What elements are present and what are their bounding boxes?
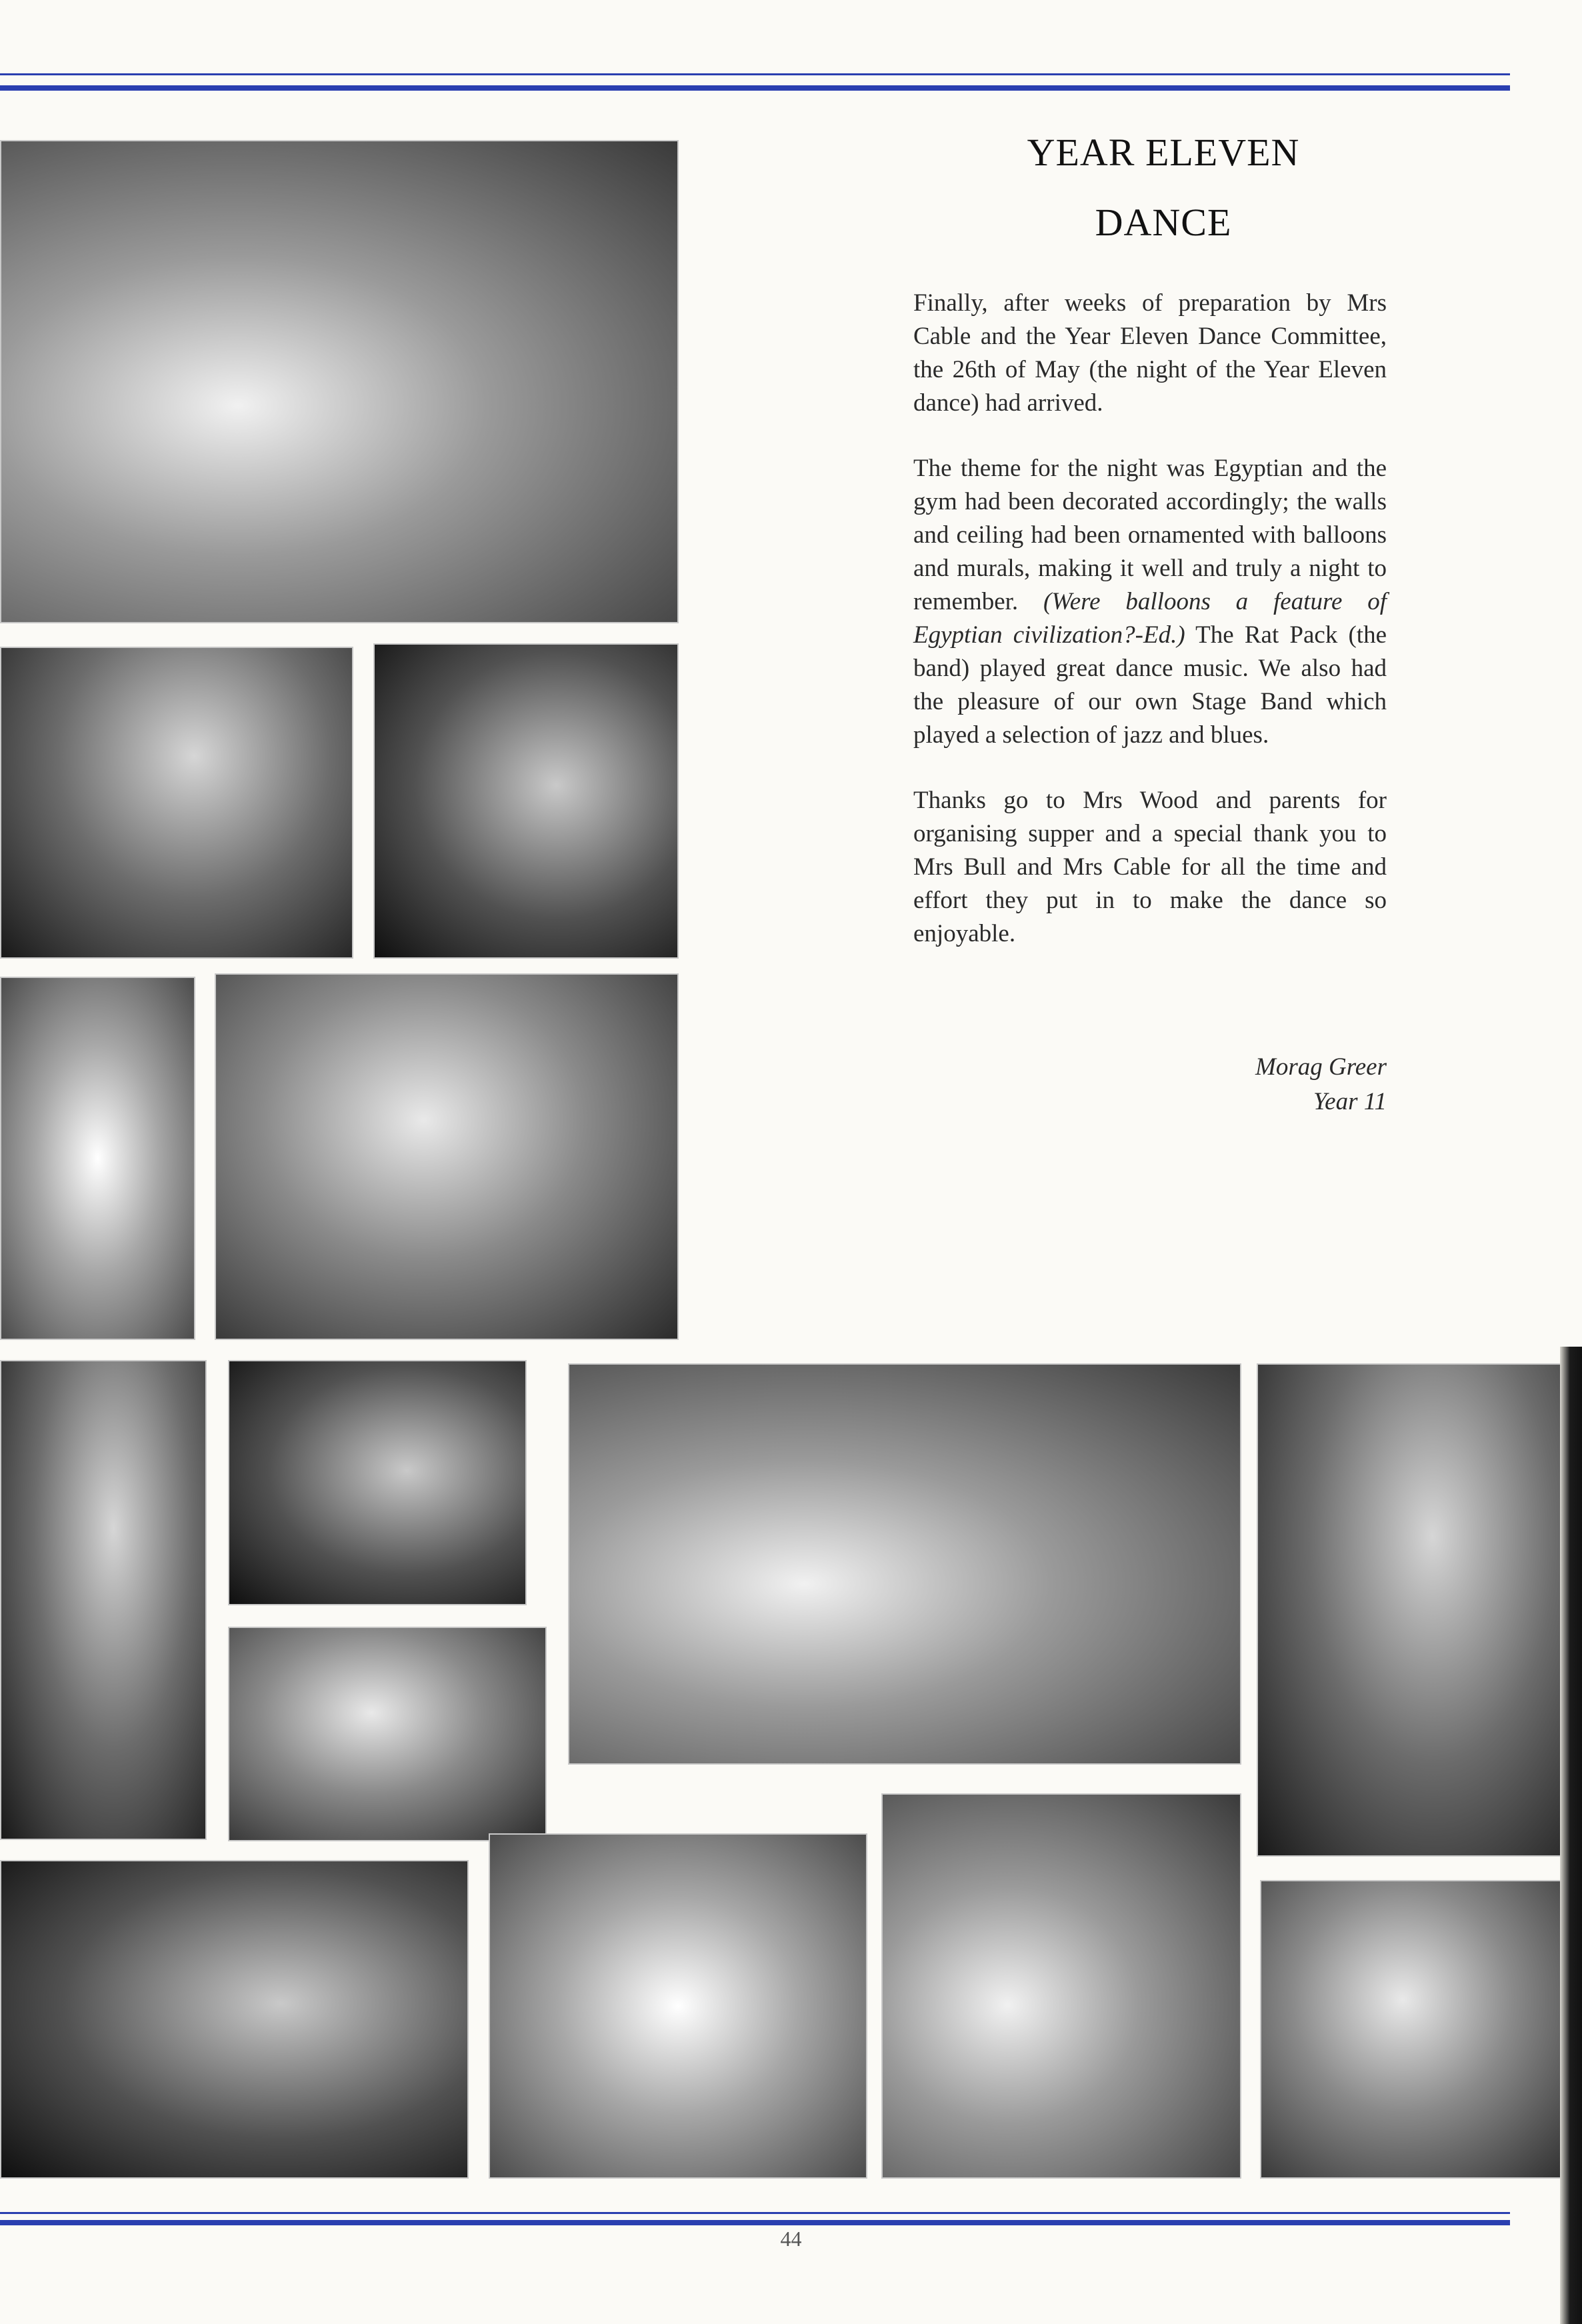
photo-couple-tuxedo [489, 1833, 867, 2179]
page-title-line1: YEAR ELEVEN [1027, 131, 1300, 174]
editor-note: (Were balloons a feature of Egyptian civilization?-Ed.) [913, 588, 1387, 649]
article-paragraph-3: Thanks go to Mrs Wood and parents for organising supper and a special thank you to Mrs Bull and Mrs Cable for all the time and effort they put in to make the dance so enjoyable. [913, 787, 1387, 947]
photo-couple-embrace [1260, 1880, 1577, 2179]
photo-boy-and-girl [373, 643, 679, 959]
photo-girl-white-dress [0, 977, 195, 1340]
photo-girl-laughing [0, 647, 353, 959]
top-rule-thick [0, 85, 1510, 91]
photo-three-girls [568, 1363, 1241, 1765]
photo-boys-in-suits [0, 1860, 469, 2179]
page-title-line2: DANCE [1095, 201, 1232, 244]
article-paragraph-2 [913, 452, 1387, 752]
photo-girl-dark-dress [0, 1360, 207, 1840]
photo-two-women [881, 1793, 1241, 2179]
author-name: Morag Greer [1255, 1053, 1387, 1081]
bottom-rule-thick [0, 2220, 1510, 2225]
photo-couple-closeup [215, 973, 679, 1340]
photo-group-students [0, 140, 679, 623]
bottom-rule-thin [0, 2212, 1510, 2214]
article-paragraph-1: Finally, after weeks of preparation by Mrs Cable and the Year Eleven Dance Committee, the 26th of May (the night of the Year Eleven dance) had arrived. [913, 289, 1387, 417]
top-rule-thin [0, 73, 1510, 75]
page-edge-shadow [1560, 1347, 1582, 2324]
photo-small-group [228, 1627, 547, 1841]
article-paragraph-2-start: The theme for the night was Egyptian and the gym had been decorated accordingly; the walls and ceiling had been ornamented with balloons and murals, making it well and truly a night to remember. [913, 455, 1387, 615]
author-year: Year 11 [1313, 1088, 1387, 1115]
article-body [913, 287, 1387, 983]
page-number: 44 [780, 2227, 802, 2251]
article-paragraph-2-end: The Rat Pack (the band) played great dance music. We also had the pleasure of our own Stage Band which played a selection of jazz and blues. [913, 621, 1387, 749]
photo-two-girls [228, 1360, 527, 1605]
photo-girl-and-boy [1257, 1363, 1577, 1857]
